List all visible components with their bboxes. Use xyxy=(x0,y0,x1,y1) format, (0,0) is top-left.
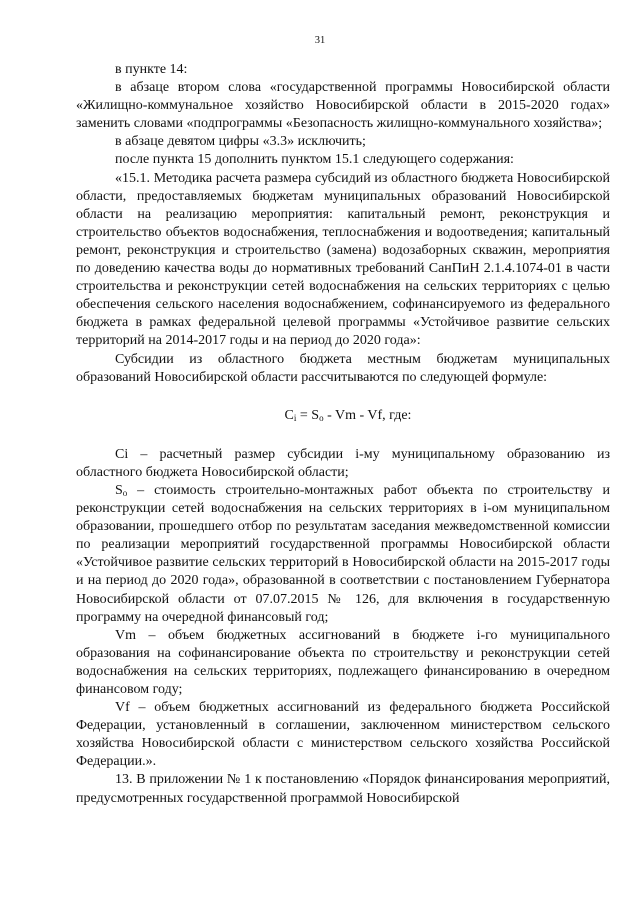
formula xyxy=(76,407,610,425)
paragraph: в абзаце девятом цифры «3.3» исключить; xyxy=(115,134,366,150)
paragraph xyxy=(76,446,610,482)
definition-text: – стоимость строительно-монтажных работ объекта по строительству и реконструкции сетей водоснабжения на сельских территориях в i-ом муниципальном образовании, прошедшего отбор по результатам заседания межведомственной комиссии по реализации мероприятий государственной программы Новосибирской области «Устойчивое развитие сельских территорий в Новосибирской области на 2015-2017 годы и на период до 2020 года», образованной в соответствии с постановлением Губернатора Новосибирской области от 07.07.2015 № 126, для включения в государственную программу на очередной финансовый год; xyxy=(76,482,610,625)
formula-c: C xyxy=(284,407,294,423)
formula-equals-s: = S xyxy=(296,407,320,423)
paragraph: «15.1. Методика расчета размера субсидий из областного бюджета Новосибирской области, предоставляемых бюджетам муниципальных образований Новосибирской области на реализацию мероприятия: капитальный ремонт, реконструкция и строительство объектов водоснабжения, теплоснабжения и водоотведения; капитальный ремонт, реконструкция и строительство (замена) водозаборных скважин, мероприятия по доведению качества воды до нормативных требований СанПиН 2.1.4.1074-01 в части строительства и реконструкции сетей водоснабжения на сельских территориях с целью обеспечения сельского населения водоснабжением, софинансируемого из федерального бюджета в рамках федеральной целевой программы «Устойчивое развитие сельских территорий на 2014-2017 годы и на период до 2020 года»: xyxy=(76,170,610,349)
variable-ci: Ci xyxy=(115,446,129,462)
paragraph: 13. В приложении № 1 к постановлению «Порядок финансирования мероприятий, предусмотренных государственной программой Новосибирской xyxy=(76,772,610,806)
paragraph xyxy=(76,482,610,627)
paragraph: после пункта 15 дополнить пунктом 15.1 следующего содержания: xyxy=(115,152,514,168)
document-body xyxy=(76,61,610,808)
paragraph: Vf – объем бюджетных ассигнований из федерального бюджета Российской Федерации, установленный в соглашении, заключенном министерством сельского хозяйства Новосибирской области с министерством сельского хозяйства Российской Федерации.». xyxy=(76,700,610,770)
definition-text: – расчетный размер субсидии i-му муниципальному образованию из областного бюджета Новосибирской области; xyxy=(76,446,610,480)
paragraph: Субсидии из областного бюджета местным бюджетам муниципальных образований Новосибирской области рассчитываются по следующей формуле: xyxy=(76,351,610,385)
variable-so-subscript: o xyxy=(122,487,128,498)
formula-s-subscript: o xyxy=(319,412,324,423)
variable-so: S xyxy=(115,482,123,498)
paragraph: в пункте 14: xyxy=(115,62,188,77)
formula-c-subscript: i xyxy=(293,412,297,423)
paragraph: Vm – объем бюджетных ассигнований в бюджете i-го муниципального образования на софинансирование объекта по строительству и реконструкции сетей водоснабжения на сельских территориях, подлежащего финансированию в очередном финансовом году; xyxy=(76,627,610,697)
formula-rest: - Vm - Vf, где: xyxy=(323,407,412,423)
page-number: 31 xyxy=(314,35,326,46)
paragraph: в абзаце втором слова «государственной программы Новосибирской области «Жилищно-коммунальное хозяйство Новосибирской области в 2015-2020 годах» заменить словами «подпрограммы «Безопасность жилищно-коммунального хозяйства»; xyxy=(76,80,610,132)
